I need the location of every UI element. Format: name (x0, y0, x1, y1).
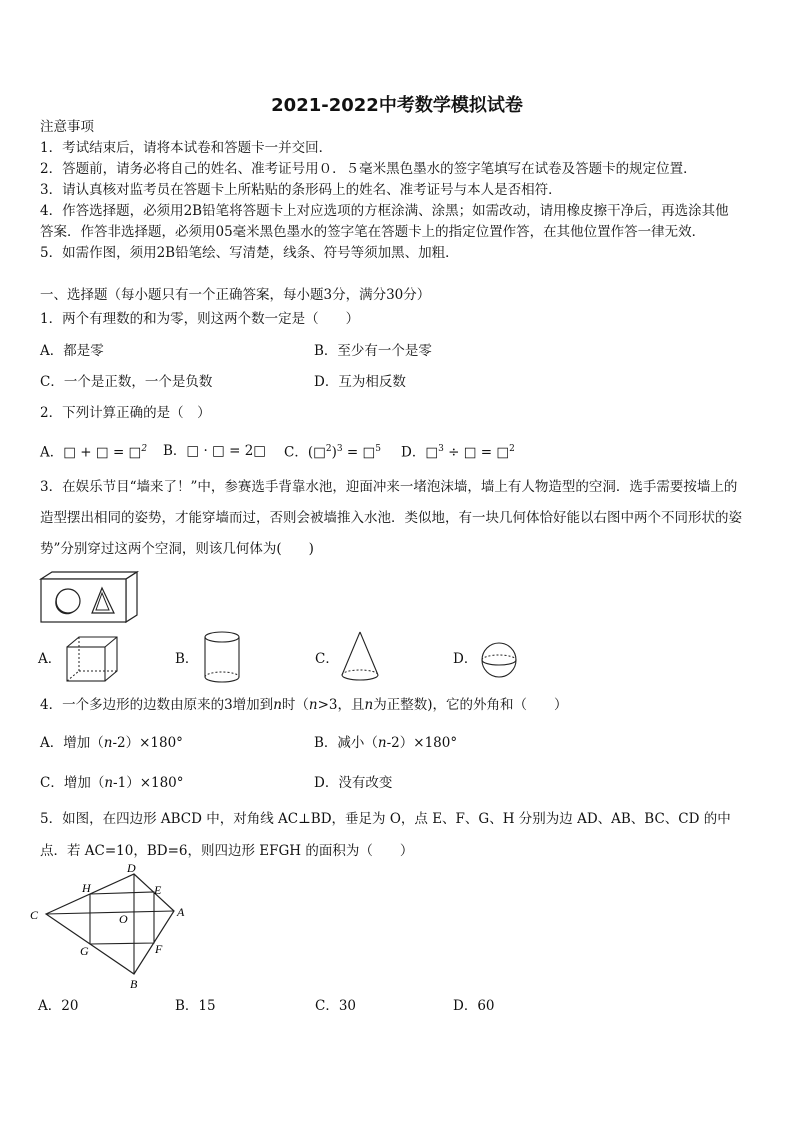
label-h: H (82, 881, 91, 895)
q3-option-b: B． (175, 651, 199, 667)
q2-stem: 2．下列计算正确的是（ ） (40, 405, 211, 421)
q2-option-d: D．□$^3$ ÷ □ = □$^2$ (401, 444, 515, 461)
label-o: O (119, 912, 128, 926)
page-title: 2021-2022中考数学模拟试卷 (271, 95, 523, 116)
diagonal-ac (46, 911, 174, 914)
q1-option-d: D．互为相反数 (314, 374, 406, 390)
q4-option-b: B．减小（n-2）×180° (314, 735, 458, 751)
quadrilateral-diagram (30, 861, 200, 992)
cylinder-icon (200, 629, 244, 687)
q5-option-c: C．30 (315, 998, 357, 1014)
q3-option-a: A． (38, 651, 62, 667)
q5-line-1: 5．如图，在四边形 ABCD 中，对角线 AC⊥BD，垂足为 O，点 E、F、G、H 分别为边 AD、AB、BC、CD 的中 (40, 811, 731, 827)
q1-option-c: C．一个是正数，一个是负数 (40, 374, 213, 390)
q3-line-1: 3．在娱乐节目“墙来了！”中，参赛选手背靠水池，迎面冲来一堵泡沫墙，墙上有人物造型的空洞．选手需要按墙上的 (40, 479, 738, 495)
notice-line-6: 5．如需作图，须用2B铅笔绘、写清楚，线条、符号等须加黑、加粗． (40, 245, 459, 261)
label-a: A (177, 905, 185, 919)
q3-option-c: C． (315, 651, 339, 667)
label-f: F (155, 942, 163, 956)
q3-line-2: 造型摆出相同的姿势，才能穿墙而过，否则会被墙推入水池．类似地，有一块几何体恰好能以右图中两个不同形状的姿 (40, 510, 742, 526)
label-b: B (130, 977, 138, 991)
section-heading: 一、选择题（每小题只有一个正确答案，每小题3分，满分30分） (40, 287, 431, 303)
q3-line-3: 势”分别穿过这两个空洞，则该几何体为( ) (40, 541, 314, 557)
q2-option-b: B．□ · □ = 2□ (163, 443, 267, 459)
q4-option-c: C．增加（n-1）×180° (40, 775, 184, 791)
notice-line-3: 3．请认真核对监考员在答题卡上所粘贴的条形码上的姓名、准考证号与本人是否相符． (40, 182, 562, 198)
q4-stem: 4．一个多边形的边数由原来的3增加到n时（n>3，且n为正整数)，它的外角和（ ） (40, 697, 568, 713)
sphere-icon (476, 640, 522, 680)
q4-option-a: A．增加（n-2）×180° (40, 735, 183, 751)
q2-option-a: A．□ + □ = □$^2$ (40, 444, 148, 461)
q5-option-b: B．15 (175, 998, 216, 1014)
q1-stem: 1．两个有理数的和为零，则这两个数一定是（ ） (40, 311, 360, 327)
q5-line-2: 点．若 AC=10，BD=6，则四边形 EFGH 的面积为（ ） (40, 843, 414, 859)
q2-option-c: C．(□$^2$)$^3$ = □$^5$ (284, 444, 381, 461)
notice-heading: 注意事项 (40, 119, 94, 135)
notice-line-1: 1．考试结束后，请将本试卷和答题卡一并交回． (40, 140, 333, 156)
notice-line-2: 2．答题前，请务必将自己的姓名、准考证号用０．５毫米黑色墨水的签字笔填写在试卷及答题卡的规定位置． (40, 161, 697, 177)
label-d: D (127, 861, 136, 875)
wall-figure (38, 569, 140, 625)
q3-option-d: D． (453, 651, 478, 667)
label-e: E (154, 883, 162, 897)
label-c: C (30, 908, 39, 922)
label-g: G (80, 944, 89, 958)
notice-line-4: 4．作答选择题，必须用2B铅笔将答题卡上对应选项的方框涂满、涂黑；如需改动，请用橡皮擦干净后，再选涂其他 (40, 203, 729, 219)
q5-option-d: D．60 (453, 998, 495, 1014)
cone-icon (338, 628, 382, 686)
notice-line-5: 答案．作答非选择题，必须用05毫米黑色墨水的签字笔在答题卡上的指定位置作答，在其他位置作答一律无效． (40, 224, 706, 240)
q1-option-a: A．都是零 (40, 343, 104, 359)
q1-option-b: B．至少有一个是零 (314, 343, 432, 359)
q4-option-d: D．没有改变 (314, 775, 393, 791)
cube-icon (62, 634, 122, 684)
q5-option-a: A．20 (38, 998, 79, 1014)
